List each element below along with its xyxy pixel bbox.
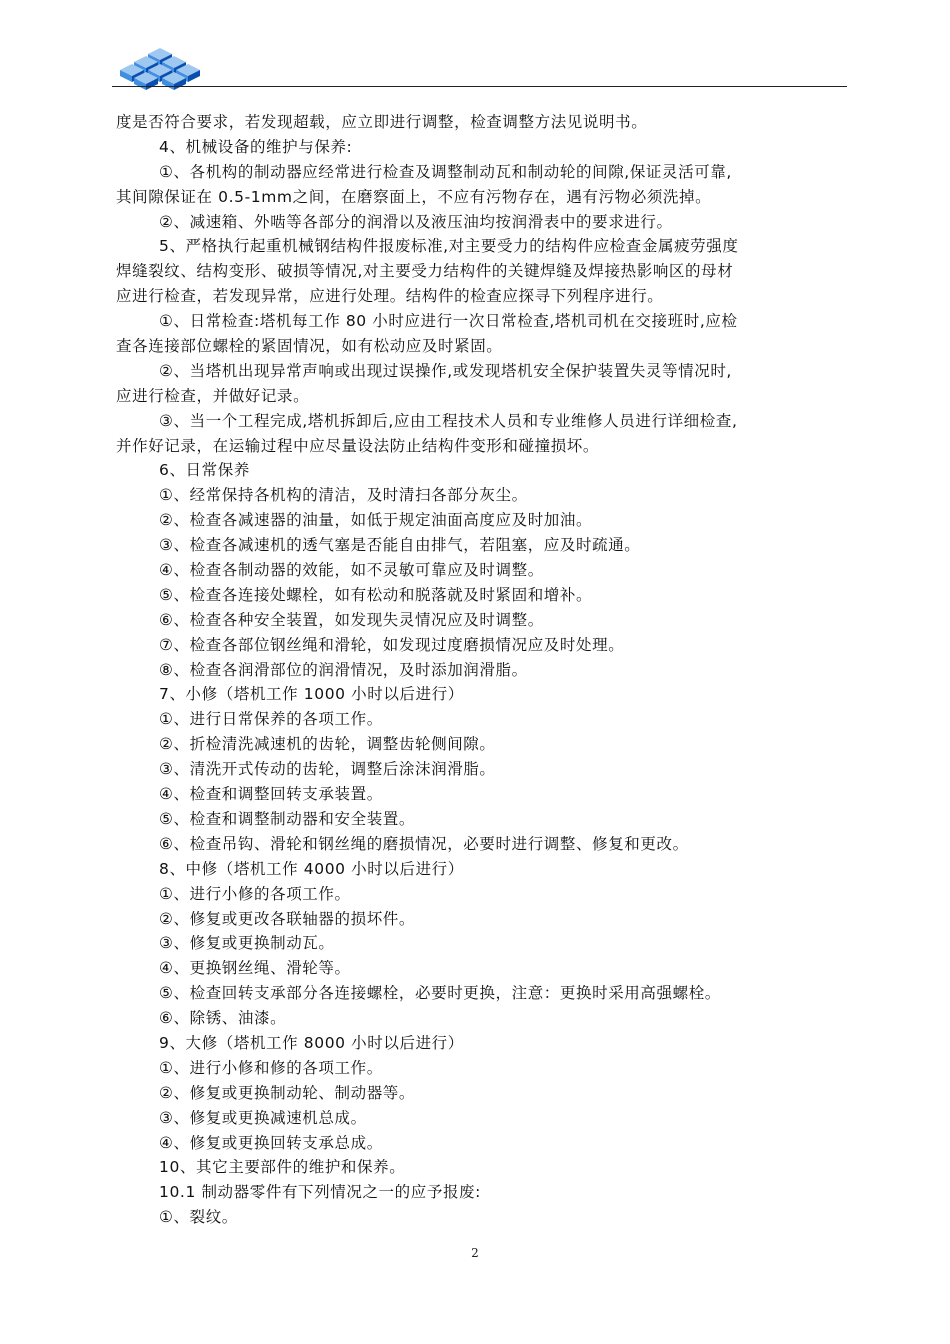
blue-cube-stack-logo-icon (112, 44, 208, 96)
list-item: ⑧、检查各润滑部位的润滑情况，及时添加润滑脂。 (159, 660, 528, 679)
text-line: 焊缝裂纹、结构变形、破损等情况,对主要受力结构件的关键焊缝及焊接热影响区的母材 (116, 262, 734, 281)
text-line: 并作好记录，在运输过程中应尽量设法防止结构件变形和碰撞损坏。 (116, 436, 600, 455)
text-line: ②、当塔机出现异常声响或出现过误操作,或发现塔机安全保护装置失灵等情况时, (159, 361, 732, 380)
list-item: ③、检查各减速机的透气塞是否能自由排气，若阻塞，应及时疏通。 (159, 536, 641, 555)
list-item: ①、进行日常保养的各项工作。 (159, 710, 383, 729)
list-item: ②、修复或更改各联轴器的损坏件。 (159, 909, 415, 928)
text-line: ③、当一个工程完成,塔机拆卸后,应由工程技术人员和专业维修人员进行详细检查, (159, 411, 738, 430)
list-item: ③、清洗开式传动的齿轮，调整后涂沫润滑脂。 (159, 760, 496, 779)
list-item: ⑥、检查吊钩、滑轮和钢丝绳的磨损情况，必要时进行调整、修复和更改。 (159, 834, 689, 853)
subsection-heading: 10.1 制动器零件有下列情况之一的应予报废: (159, 1183, 481, 1202)
section-heading: 6、日常保养 (159, 461, 250, 480)
section-heading: 4、机械设备的维护与保养: (159, 137, 353, 156)
text-line: ①、日常检查:塔机每工作 80 小时应进行一次日常检查,塔机司机在交接班时,应检 (159, 312, 738, 331)
document-body (116, 110, 858, 1230)
list-item: ②、折检清洗减速机的齿轮，调整齿轮侧间隙。 (159, 735, 496, 754)
list-item: ⑤、检查回转支承部分各连接螺栓，必要时更换，注意：更换时采用高强螺栓。 (159, 984, 721, 1003)
list-item: ①、经常保持各机构的清洁，及时清扫各部分灰尘。 (159, 486, 528, 505)
list-item: ①、裂纹。 (159, 1208, 238, 1227)
list-item: ③、修复或更换减速机总成。 (159, 1108, 367, 1127)
section-heading: 7、小修（塔机工作 1000 小时以后进行） (159, 685, 464, 704)
list-item: ⑦、检查各部位钢丝绳和滑轮，如发现过度磨损情况应及时处理。 (159, 635, 625, 654)
text-line: 查各连接部位螺栓的紧固情况，如有松动应及时紧固。 (116, 337, 503, 356)
text-line: 度是否符合要求，若发现超载，应立即进行调整，检查调整方法见说明书。 (116, 113, 648, 131)
list-item: ④、更换钢丝绳、滑轮等。 (159, 959, 351, 978)
list-item: ⑥、检查各种安全装置，如发现失灵情况应及时调整。 (159, 610, 544, 629)
text-line: ①、各机构的制动器应经常进行检查及调整制动瓦和制动轮的间隙,保证灵活可靠, (159, 162, 732, 181)
section-heading: 10、其它主要部件的维护和保养。 (159, 1158, 406, 1177)
text-line: 其间隙保证在 0.5-1mm之间，在磨察面上，不应有污物存在，遇有污物必须洗掉。 (116, 187, 712, 206)
page-number: 2 (471, 1246, 479, 1260)
section-heading: 9、大修（塔机工作 8000 小时以后进行） (159, 1033, 464, 1052)
text-line: ②、减速箱、外啮等各部分的润滑以及液压油均按润滑表中的要求进行。 (159, 212, 673, 231)
text-line: 应进行检查，若发现异常，应进行处理。结构件的检查应探寻下列程序进行。 (116, 287, 664, 306)
list-item: ③、修复或更换制动瓦。 (159, 934, 335, 953)
text-line: 应进行检查，并做好记录。 (116, 386, 310, 405)
list-item: ④、检查各制动器的效能，如不灵敏可靠应及时调整。 (159, 561, 544, 580)
section-heading: 8、中修（塔机工作 4000 小时以后进行） (159, 859, 464, 878)
list-item: ⑥、除锈、油漆。 (159, 1009, 287, 1028)
list-item: ④、修复或更换回转支承总成。 (159, 1133, 383, 1152)
list-item: ①、进行小修和修的各项工作。 (159, 1058, 383, 1077)
text-line: 5、严格执行起重机械钢结构件报废标准,对主要受力的结构件应检查金属疲劳强度 (159, 237, 739, 256)
list-item: ⑤、检查和调整制动器和安全装置。 (159, 809, 415, 828)
header-rule (112, 86, 847, 87)
list-item: ⑤、检查各连接处螺栓，如有松动和脱落就及时紧固和增补。 (159, 585, 593, 604)
list-item: ④、检查和调整回转支承装置。 (159, 785, 383, 804)
list-item: ②、检查各减速器的油量，如低于规定油面高度应及时加油。 (159, 511, 593, 530)
list-item: ②、修复或更换制动轮、制动器等。 (159, 1083, 415, 1102)
list-item: ①、进行小修的各项工作。 (159, 884, 351, 903)
